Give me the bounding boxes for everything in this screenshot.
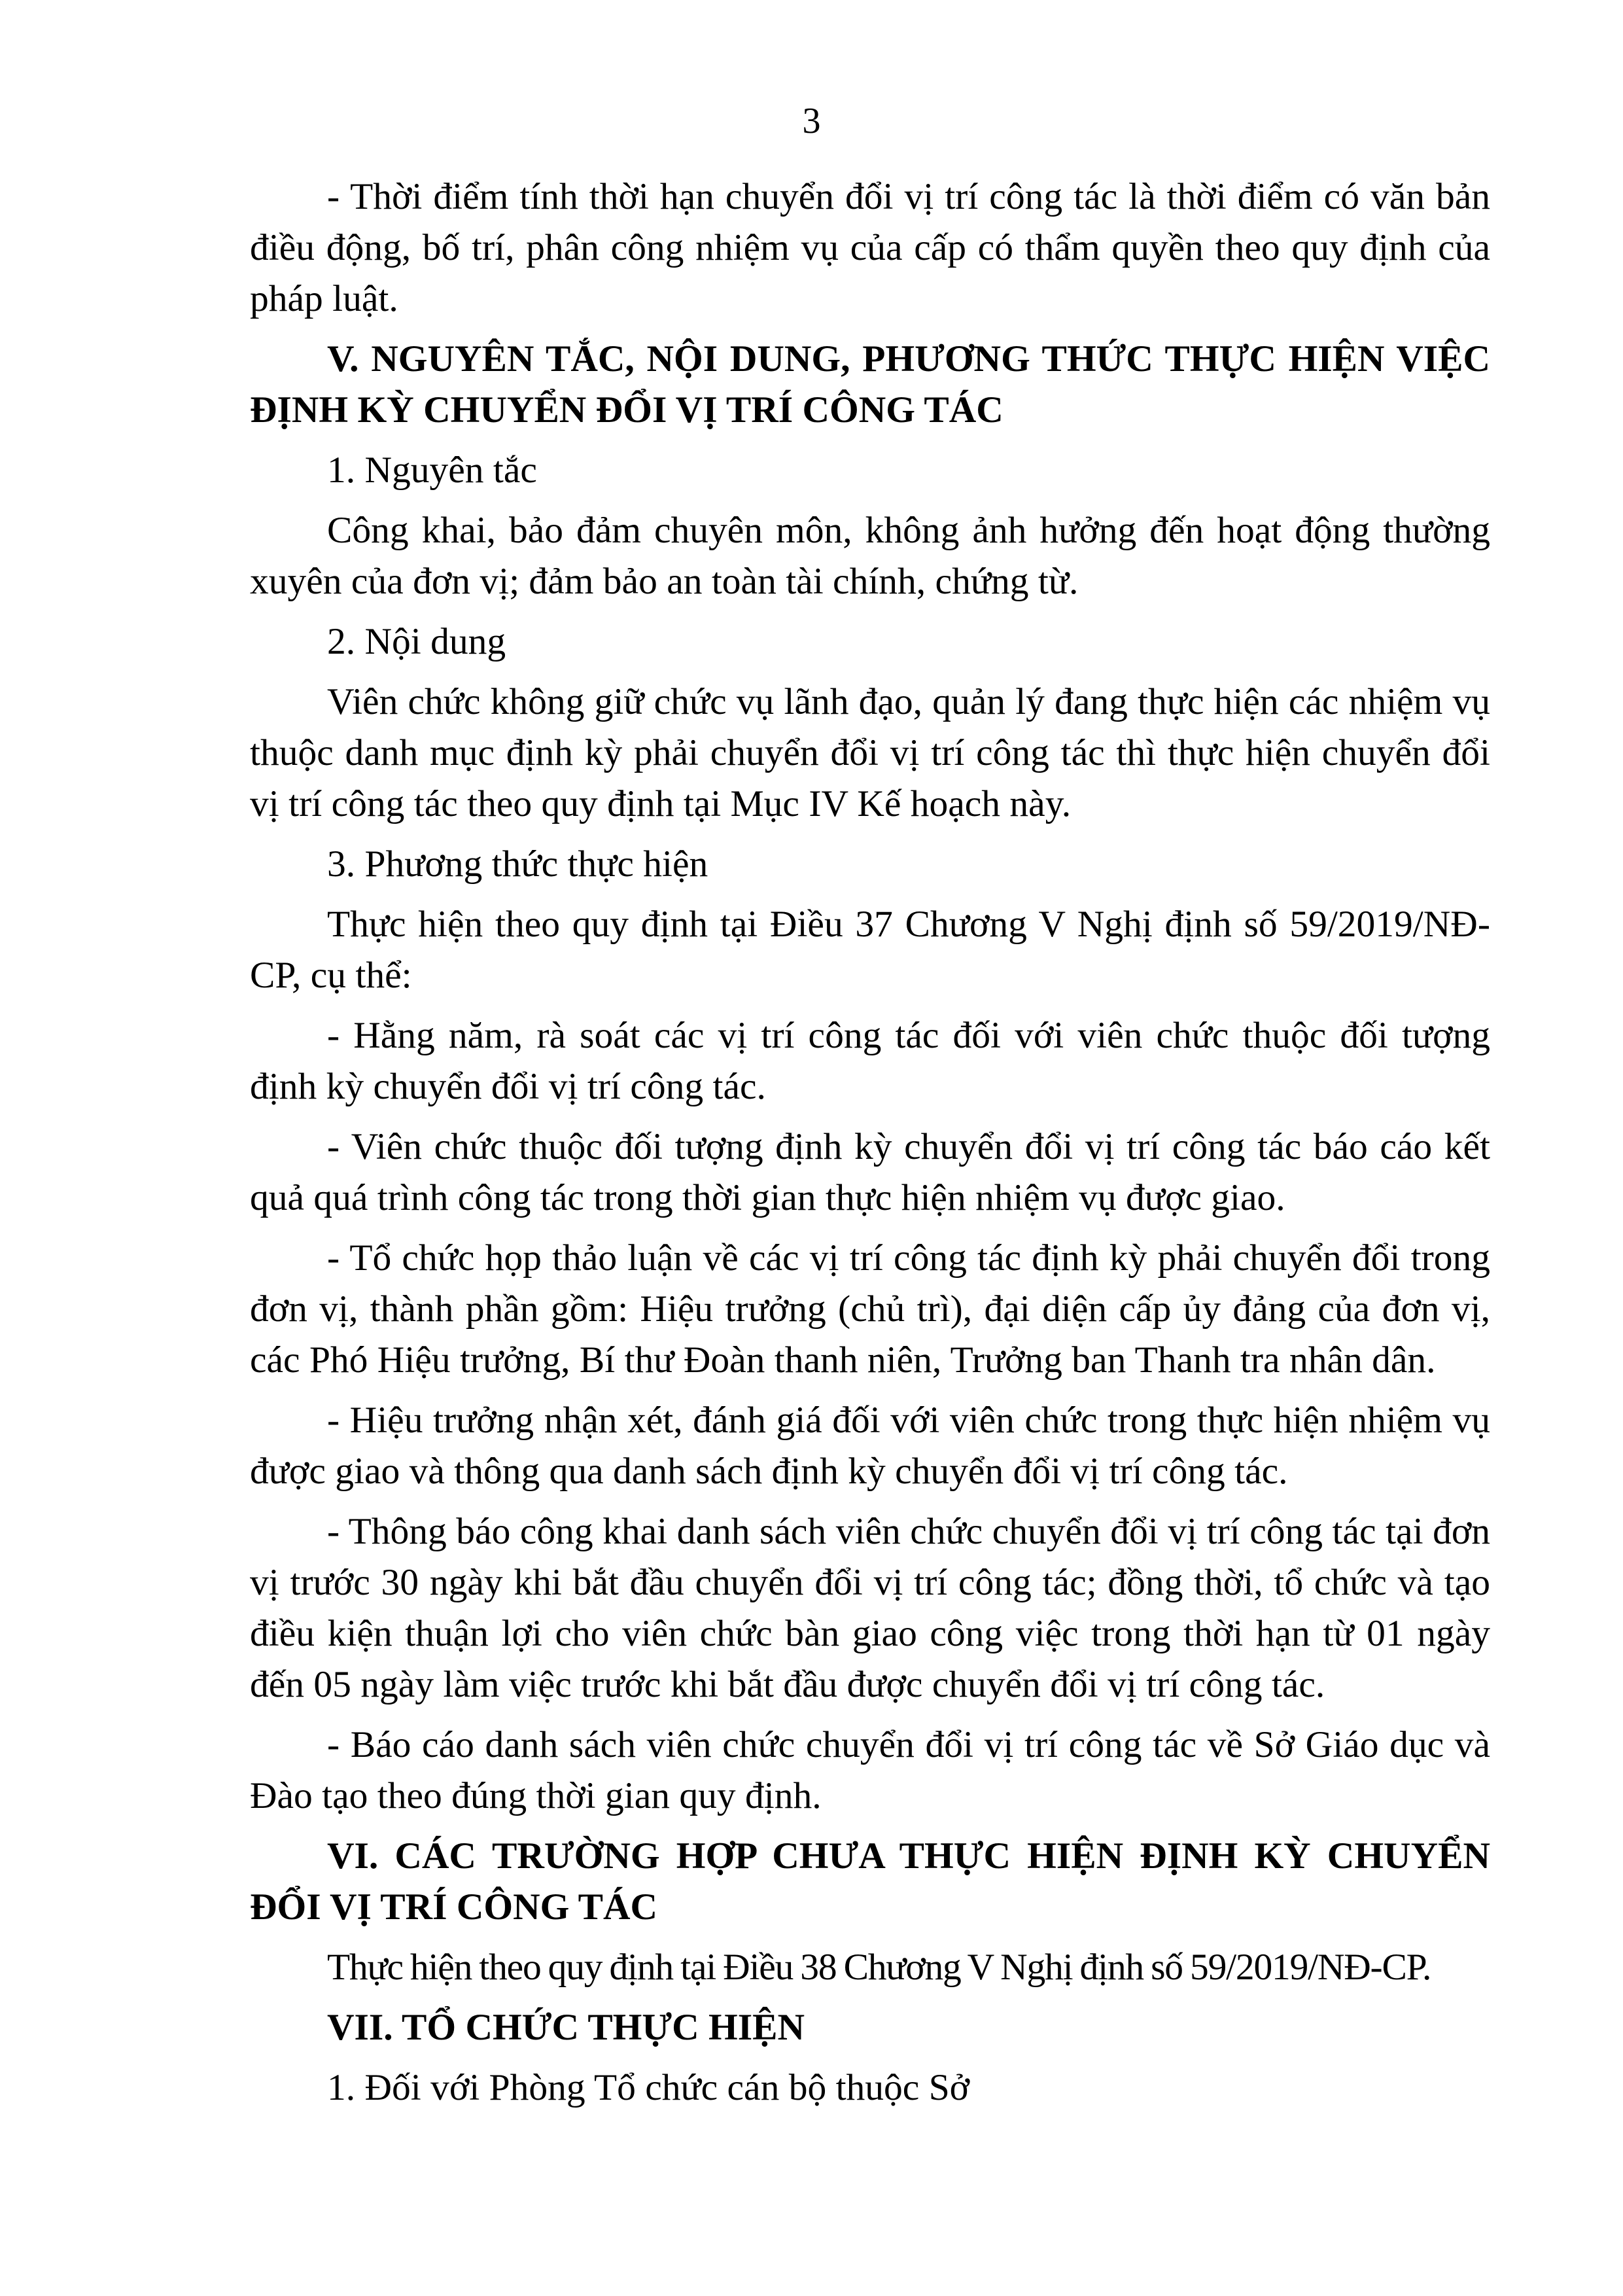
list-item-staff-report: - Viên chức thuộc đối tượng định kỳ chuyển đổi vị trí công tác báo cáo kết quả quá trình công tác trong thời gian thực hiện nhiệm vụ được giao. bbox=[250, 1126, 1490, 1218]
list-item-public-notice: - Thông báo công khai danh sách viên chức chuyển đổi vị trí công tác tại đơn vị trước 30 ngày khi bắt đầu chuyển đổi vị trí công tác; đồng thời, tổ chức và tạo điều kiện thuận lợi cho viên chức bàn giao công việc trong thời hạn từ 01 ngày đến 05 ngày làm việc trước khi bắt đầu được chuyển đổi vị trí công tác. bbox=[250, 1511, 1490, 1705]
subheading-personnel-office: 1. Đối với Phòng Tổ chức cán bộ thuộc Sở bbox=[327, 2067, 970, 2108]
section-heading-vii: VII. TỔ CHỨC THỰC HIỆN bbox=[327, 2007, 805, 2048]
paragraph-method-intro: Thực hiện theo quy định tại Điều 37 Chương V Nghị định số 59/2019/NĐ-CP, cụ thể: bbox=[250, 904, 1490, 996]
list-item-meeting: - Tổ chức họp thảo luận về các vị trí công tác định kỳ phải chuyển đổi trong đơn vị, thành phần gồm: Hiệu trưởng (chủ trì), đại diện cấp ủy đảng của đơn vị, các Phó Hiệu trưởng, Bí thư Đoàn thanh niên, Trưởng ban Thanh tra nhân dân. bbox=[250, 1237, 1490, 1381]
list-item-annual-review: - Hằng năm, rà soát các vị trí công tác đối với viên chức thuộc đối tượng định kỳ chuyển đổi vị trí công tác. bbox=[250, 1015, 1490, 1107]
paragraph-content: Viên chức không giữ chức vụ lãnh đạo, quản lý đang thực hiện các nhiệm vụ thuộc danh mục định kỳ phải chuyển đổi vị trí công tác thì thực hiện chuyển đổi vị trí công tác theo quy định tại Mục IV Kế hoạch này. bbox=[250, 681, 1490, 824]
paragraph-principles: Công khai, bảo đảm chuyên môn, không ảnh hưởng đến hoạt động thường xuyên của đơn vị; đảm bảo an toàn tài chính, chứng từ. bbox=[250, 510, 1490, 602]
subheading-principles: 1. Nguyên tắc bbox=[327, 450, 537, 491]
paragraph-transfer-timing: - Thời điểm tính thời hạn chuyển đổi vị trí công tác là thời điểm có văn bản điều động, bố trí, phân công nhiệm vụ của cấp có thẩm quyền theo quy định của pháp luật. bbox=[250, 176, 1490, 319]
list-item-principal-review: - Hiệu trưởng nhận xét, đánh giá đối với viên chức trong thực hiện nhiệm vụ được giao và thông qua danh sách định kỳ chuyển đổi vị trí công tác. bbox=[250, 1400, 1490, 1492]
subheading-content: 2. Nội dung bbox=[327, 621, 506, 662]
list-item-report-department: - Báo cáo danh sách viên chức chuyển đổi vị trí công tác về Sở Giáo dục và Đào tạo theo đúng thời gian quy định. bbox=[250, 1724, 1490, 1816]
page-number: 3 bbox=[802, 101, 821, 141]
section-heading-vi: VI. CÁC TRƯỜNG HỢP CHƯA THỰC HIỆN ĐỊNH KỲ CHUYỂN ĐỔI VỊ TRÍ CÔNG TÁC bbox=[250, 1835, 1490, 1928]
subheading-method: 3. Phương thức thực hiện bbox=[327, 843, 708, 885]
document-body bbox=[250, 171, 1490, 2123]
section-heading-v: V. NGUYÊN TẮC, NỘI DUNG, PHƯƠNG THỨC THỰC HIỆN VIỆC ĐỊNH KỲ CHUYỂN ĐỔI VỊ TRÍ CÔNG TÁC bbox=[250, 338, 1490, 431]
paragraph-exceptions: Thực hiện theo quy định tại Điều 38 Chương V Nghị định số 59/2019/NĐ-CP. bbox=[327, 1947, 1431, 1988]
